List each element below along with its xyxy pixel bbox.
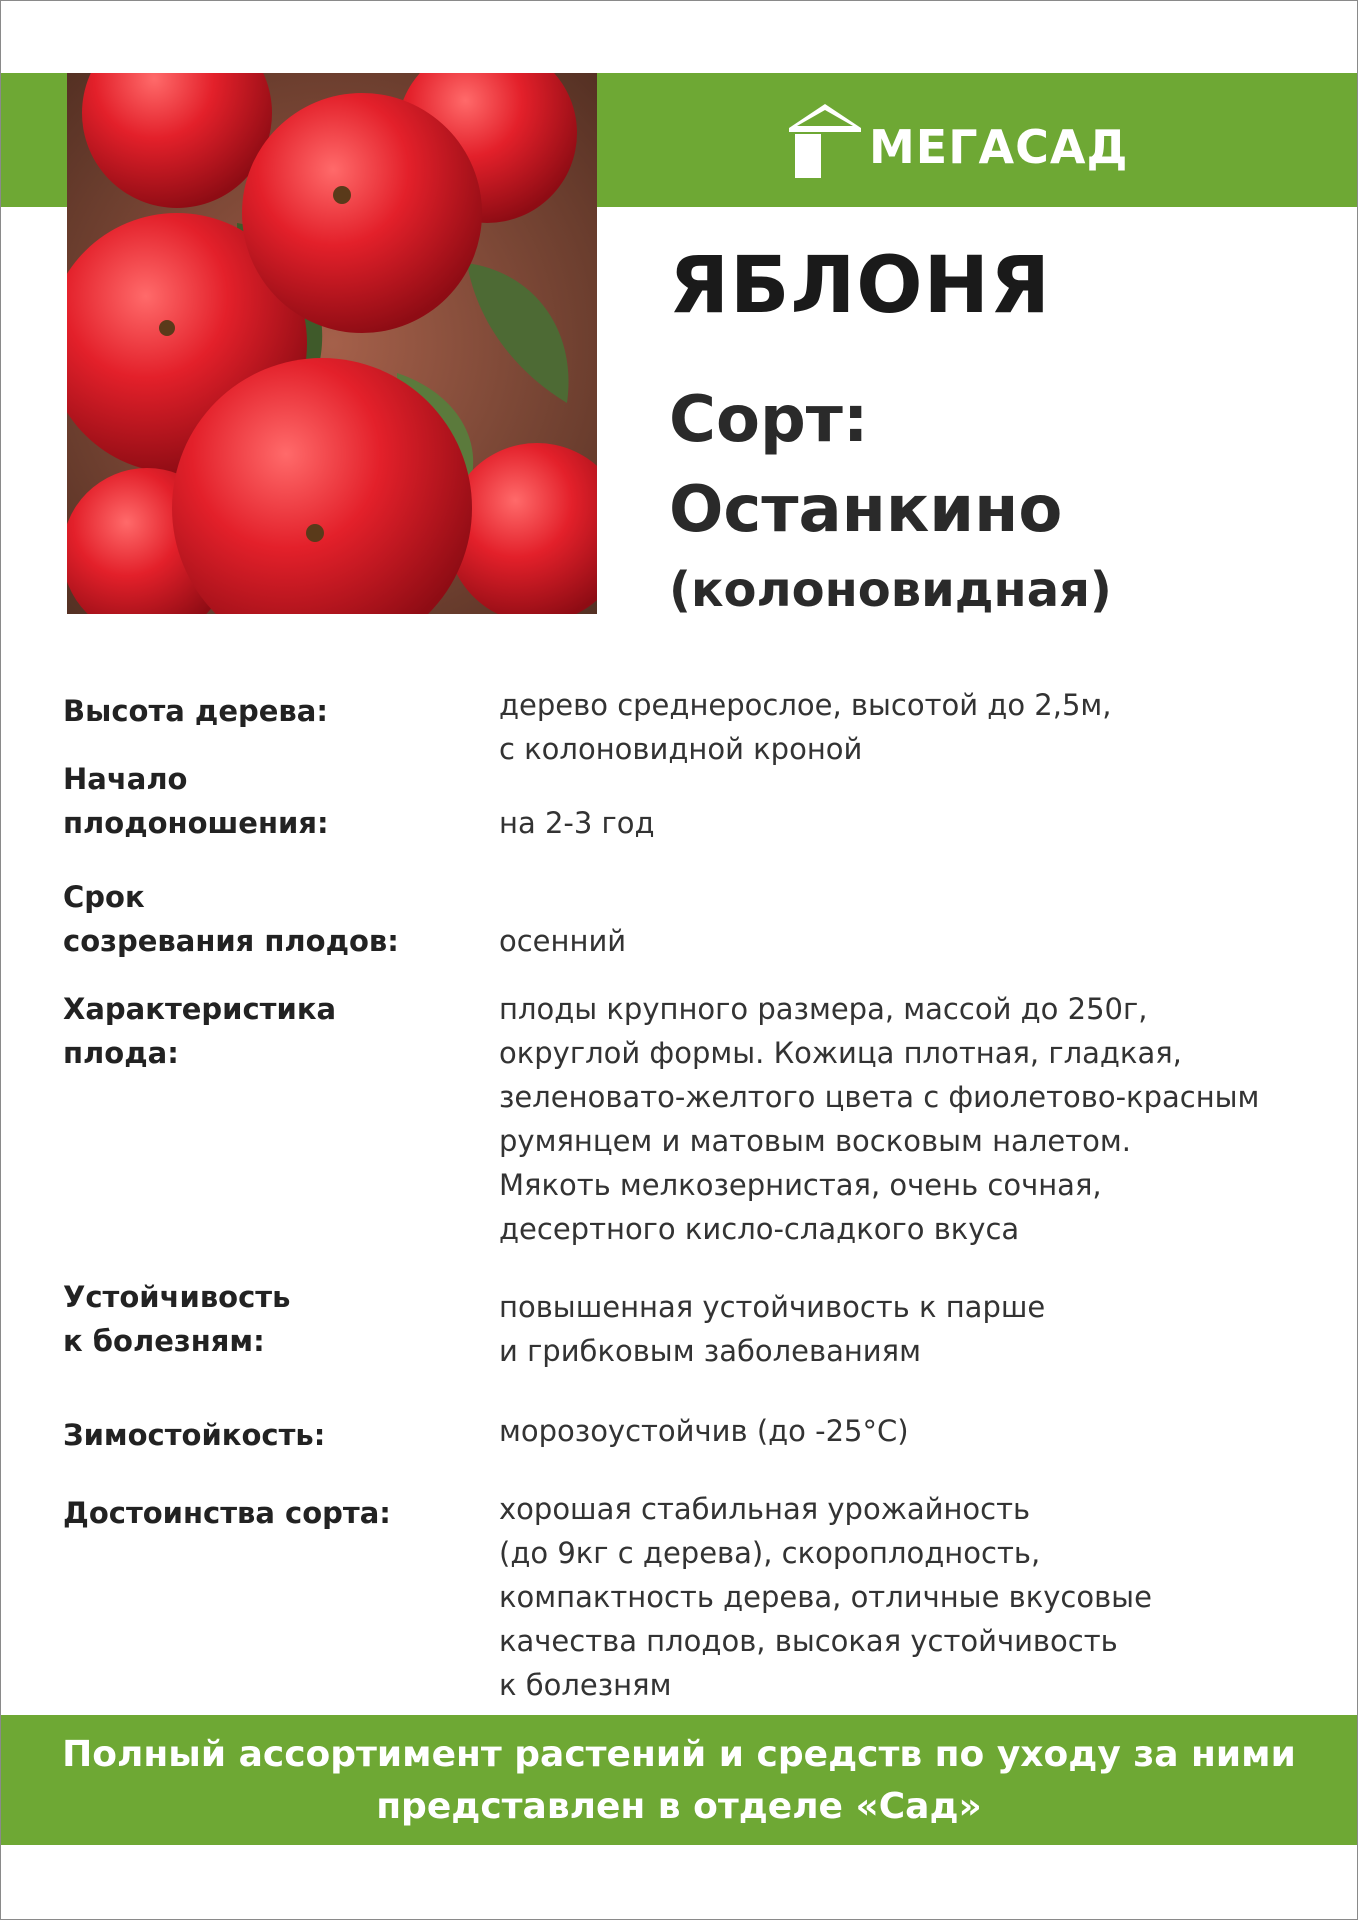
spec-value: дерево среднерослое, высотой до 2,5м, с колоновидной кроной [499, 688, 1112, 766]
spec-value: морозоустойчив (до -25°С) [499, 1414, 909, 1448]
spec-value: плоды крупного размера, массой до 250г, округлой формы. Кожица плотная, гладкая, зеленовато-желтого цвета с фиолетово-красным румянцем и матовым восковым налетом. Мякоть мелкозернистая, очень сочная, десертного кисло-сладкого вкуса [499, 992, 1260, 1246]
spec-label: Устойчивость к болезням: [63, 1280, 291, 1358]
spec-value: осенний [499, 924, 627, 958]
spec-label: Характеристика плода: [63, 992, 337, 1070]
variety-name: Останкино [669, 473, 1063, 547]
footer-band [1, 1715, 1357, 1845]
footer-line-1: Полный ассортимент растений и средств по уходу за ними [62, 1734, 1296, 1775]
spec-label: Достоинства сорта: [63, 1496, 391, 1530]
brand-logo [787, 97, 1128, 185]
spec-label: Высота дерева: [63, 694, 328, 728]
spec-value: повышенная устойчивость к парше и грибковым заболеваниям [499, 1290, 1046, 1368]
spec-value: хорошая стабильная урожайность (до 9кг с дерева), скороплодность, компактность дерева, отличные вкусовые качества плодов, высокая устойчивость к болезням [499, 1492, 1152, 1702]
spec-label: Зимостойкость: [63, 1418, 326, 1452]
variety-type: (колоновидная) [669, 562, 1112, 618]
footer-line-2: представлен в отделе «Сад» [376, 1786, 982, 1827]
house-icon [787, 102, 863, 180]
variety-label: Сорт: [669, 383, 869, 457]
spec-label: Начало плодоношения: [63, 762, 329, 840]
page-title: ЯБЛОНЯ [669, 241, 1051, 331]
brand-name: мегасад [869, 102, 1129, 179]
spec-value: на 2-3 год [499, 806, 655, 840]
spec-label: Срок созревания плодов: [63, 880, 399, 958]
apple-photo [67, 73, 597, 614]
variety-block [669, 375, 1112, 625]
